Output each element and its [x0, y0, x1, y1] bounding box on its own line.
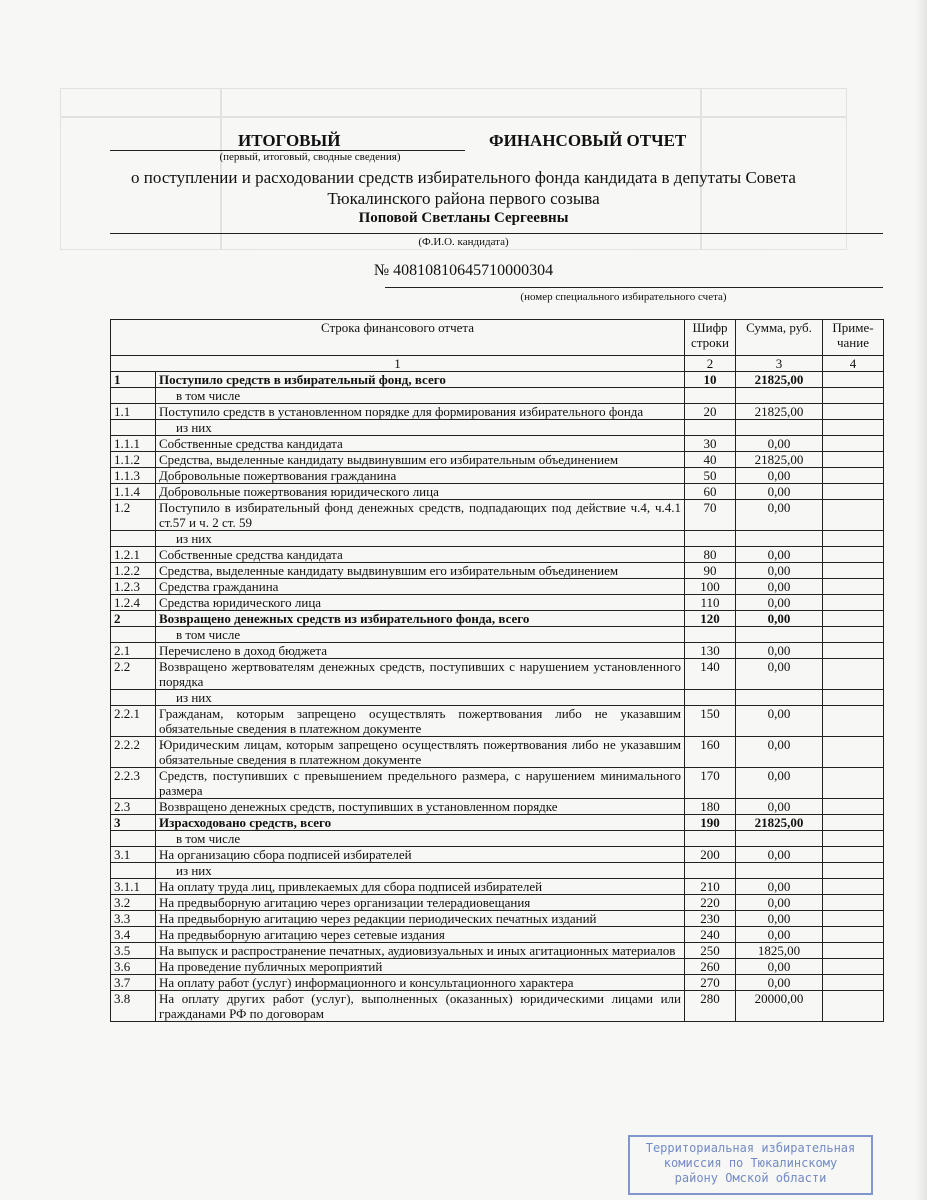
row-number: 3.3 [111, 911, 156, 927]
row-description: Израсходовано средств, всего [156, 815, 685, 831]
row-description: На оплату других работ (услуг), выполненных (оказанных) юридическими лицами или гражданами РФ по договорам [156, 991, 685, 1022]
account-number: № 40810810645710000304 [373, 262, 554, 279]
row-note [823, 436, 884, 452]
row-sum: 0,00 [736, 659, 823, 690]
row-code: 250 [685, 943, 736, 959]
row-note [823, 863, 884, 879]
table-row [111, 847, 884, 863]
col-number-1: 1 [111, 356, 685, 372]
row-number: 2.2 [111, 659, 156, 690]
stamp-line-3: району Омской области [674, 1171, 827, 1185]
row-note [823, 404, 884, 420]
row-description: На оплату труда лиц, привлекаемых для сбора подписей избирателей [156, 879, 685, 895]
row-description: Поступило средств в избирательный фонд, всего [156, 372, 685, 388]
table-row [111, 799, 884, 815]
column-number-row [111, 356, 884, 372]
row-note [823, 737, 884, 768]
row-note [823, 768, 884, 799]
row-description: На организацию сбора подписей избирателей [156, 847, 685, 863]
table-row [111, 737, 884, 768]
row-note [823, 991, 884, 1022]
row-description: Средства, выделенные кандидату выдвинувшим его избирательным объединением [156, 452, 685, 468]
table-row [111, 595, 884, 611]
row-note [823, 627, 884, 643]
row-code: 30 [685, 436, 736, 452]
report-type: ИТОГОВЫЙ [238, 131, 341, 150]
row-note [823, 372, 884, 388]
row-number: 1.1.3 [111, 468, 156, 484]
row-code: 200 [685, 847, 736, 863]
row-description: На проведение публичных мероприятий [156, 959, 685, 975]
row-description: из них [156, 420, 685, 436]
row-number: 2.2.1 [111, 706, 156, 737]
row-sum: 0,00 [736, 500, 823, 531]
row-number: 1.1 [111, 404, 156, 420]
row-sum: 21825,00 [736, 404, 823, 420]
row-sum: 0,00 [736, 895, 823, 911]
account-underline [385, 287, 883, 288]
report-title [0, 131, 927, 151]
row-code: 100 [685, 579, 736, 595]
row-code: 110 [685, 595, 736, 611]
row-code: 160 [685, 737, 736, 768]
row-description: На выпуск и распространение печатных, аудиовизуальных и иных агитационных материалов [156, 943, 685, 959]
table-row [111, 975, 884, 991]
table-row [111, 388, 884, 404]
row-code [685, 531, 736, 547]
row-number: 1 [111, 372, 156, 388]
row-note [823, 531, 884, 547]
row-number: 3.2 [111, 895, 156, 911]
row-number [111, 690, 156, 706]
row-sum: 0,00 [736, 611, 823, 627]
table-row [111, 627, 884, 643]
row-number [111, 831, 156, 847]
row-description: На предвыборную агитацию через сетевые издания [156, 927, 685, 943]
row-description: Средства, выделенные кандидату выдвинувшим его избирательным объединением [156, 563, 685, 579]
candidate-caption: (Ф.И.О. кандидата) [418, 236, 509, 248]
row-sum: 0,00 [736, 959, 823, 975]
row-code: 190 [685, 815, 736, 831]
row-sum: 20000,00 [736, 991, 823, 1022]
row-description: Возвращено денежных средств, поступивших в установленном порядке [156, 799, 685, 815]
row-code [685, 627, 736, 643]
row-description: в том числе [156, 831, 685, 847]
row-number [111, 531, 156, 547]
row-number: 2 [111, 611, 156, 627]
row-description: Гражданам, которым запрещено осуществлять пожертвования либо не указавшим обязательные сведения в платежном документе [156, 706, 685, 737]
row-code: 90 [685, 563, 736, 579]
row-code: 120 [685, 611, 736, 627]
row-sum: 0,00 [736, 436, 823, 452]
report-type-caption: (первый, итоговый, сводные сведения) [219, 151, 401, 163]
row-note [823, 943, 884, 959]
row-note [823, 690, 884, 706]
row-sum: 0,00 [736, 799, 823, 815]
table-row [111, 659, 884, 690]
row-number: 1.2.1 [111, 547, 156, 563]
row-description: из них [156, 531, 685, 547]
row-description: в том числе [156, 627, 685, 643]
header-sum: Сумма, руб. [736, 320, 823, 356]
commission-stamp [628, 1135, 873, 1195]
row-number: 2.3 [111, 799, 156, 815]
row-sum: 0,00 [736, 737, 823, 768]
row-number: 1.1.4 [111, 484, 156, 500]
row-description: Возвращено жертвователям денежных средств, поступивших с нарушением установленного порядка [156, 659, 685, 690]
stamp-line-1: Территориальная избирательная [645, 1141, 856, 1155]
table-row [111, 863, 884, 879]
stamp-line-2: комиссия по Тюкалинскому [663, 1156, 838, 1170]
row-number [111, 627, 156, 643]
row-code: 170 [685, 768, 736, 799]
row-description: Добровольные пожертвования юридического лица [156, 484, 685, 500]
row-code: 260 [685, 959, 736, 975]
row-description: Юридическим лицам, которым запрещено осуществлять пожертвования либо не указавшим обязательные сведения в платежном документе [156, 737, 685, 768]
row-sum: 0,00 [736, 975, 823, 991]
row-sum: 0,00 [736, 643, 823, 659]
row-sum: 0,00 [736, 468, 823, 484]
table-row [111, 815, 884, 831]
financial-report-table [110, 319, 884, 1022]
row-note [823, 959, 884, 975]
row-note [823, 975, 884, 991]
row-number: 1.2.3 [111, 579, 156, 595]
candidate-underline [110, 233, 883, 234]
row-note [823, 911, 884, 927]
row-description: Средства гражданина [156, 579, 685, 595]
table-row [111, 768, 884, 799]
table-row [111, 500, 884, 531]
row-note [823, 547, 884, 563]
row-note [823, 927, 884, 943]
col-number-4: 4 [823, 356, 884, 372]
table-row [111, 643, 884, 659]
table-row [111, 611, 884, 627]
row-number: 1.2.4 [111, 595, 156, 611]
row-description: из них [156, 863, 685, 879]
row-note [823, 595, 884, 611]
row-note [823, 611, 884, 627]
row-description: Поступило в избирательный фонд денежных средств, подпадающих под действие ч.4, ч.4.1 ст.57 и ч. 2 ст. 59 [156, 500, 685, 531]
row-number: 3.1 [111, 847, 156, 863]
row-description: Собственные средства кандидата [156, 547, 685, 563]
header-code: Шифр строки [685, 320, 736, 356]
row-description: в том числе [156, 388, 685, 404]
row-code: 140 [685, 659, 736, 690]
row-note [823, 420, 884, 436]
row-description: На предвыборную агитацию через редакции периодических печатных изданий [156, 911, 685, 927]
row-number: 1.2 [111, 500, 156, 531]
row-description: из них [156, 690, 685, 706]
row-number: 1.1.2 [111, 452, 156, 468]
table-row [111, 943, 884, 959]
table-row [111, 927, 884, 943]
row-note [823, 895, 884, 911]
row-description: На предвыборную агитацию через организации телерадиовещания [156, 895, 685, 911]
row-description: Средства юридического лица [156, 595, 685, 611]
row-sum: 21825,00 [736, 452, 823, 468]
col-number-3: 3 [736, 356, 823, 372]
row-note [823, 831, 884, 847]
row-number: 1.2.2 [111, 563, 156, 579]
table-row [111, 420, 884, 436]
row-note [823, 659, 884, 690]
row-code: 10 [685, 372, 736, 388]
row-code: 150 [685, 706, 736, 737]
row-sum [736, 388, 823, 404]
table-row [111, 879, 884, 895]
row-note [823, 799, 884, 815]
row-sum: 0,00 [736, 595, 823, 611]
row-code: 210 [685, 879, 736, 895]
table-row [111, 706, 884, 737]
table-row [111, 468, 884, 484]
row-code [685, 690, 736, 706]
header-line: Строка финансового отчета [111, 320, 685, 356]
row-note [823, 879, 884, 895]
row-code: 270 [685, 975, 736, 991]
header-note: Приме-чание [823, 320, 884, 356]
row-number: 2.2.3 [111, 768, 156, 799]
row-note [823, 500, 884, 531]
row-note [823, 452, 884, 468]
row-number: 3.6 [111, 959, 156, 975]
row-sum: 0,00 [736, 768, 823, 799]
row-description: Поступило средств в установленном порядке для формирования избирательного фонда [156, 404, 685, 420]
row-sum: 0,00 [736, 579, 823, 595]
row-number: 3.1.1 [111, 879, 156, 895]
row-code [685, 863, 736, 879]
row-sum: 0,00 [736, 706, 823, 737]
row-description: Добровольные пожертвования гражданина [156, 468, 685, 484]
table-header-row [111, 320, 884, 356]
row-note [823, 847, 884, 863]
scan-edge-shadow [915, 0, 927, 1200]
row-description: Собственные средства кандидата [156, 436, 685, 452]
row-number: 2.1 [111, 643, 156, 659]
table-row [111, 404, 884, 420]
row-description: Возвращено денежных средств из избирательного фонда, всего [156, 611, 685, 627]
row-sum: 0,00 [736, 484, 823, 500]
row-code: 220 [685, 895, 736, 911]
row-number: 2.2.2 [111, 737, 156, 768]
row-sum [736, 627, 823, 643]
row-sum [736, 863, 823, 879]
row-note [823, 468, 884, 484]
row-note [823, 643, 884, 659]
row-code: 40 [685, 452, 736, 468]
row-code: 130 [685, 643, 736, 659]
table-row [111, 911, 884, 927]
row-note [823, 706, 884, 737]
row-code [685, 388, 736, 404]
row-description: Средств, поступивших с превышением предельного размера, с нарушением минимального размера [156, 768, 685, 799]
row-number: 3.8 [111, 991, 156, 1022]
row-note [823, 388, 884, 404]
row-number: 3.7 [111, 975, 156, 991]
row-note [823, 484, 884, 500]
table-row [111, 372, 884, 388]
row-code: 20 [685, 404, 736, 420]
table-row [111, 563, 884, 579]
row-number: 3.5 [111, 943, 156, 959]
row-description: На оплату работ (услуг) информационного и консультационного характера [156, 975, 685, 991]
row-code: 60 [685, 484, 736, 500]
table-row [111, 895, 884, 911]
table-row [111, 531, 884, 547]
row-note [823, 579, 884, 595]
row-sum: 0,00 [736, 879, 823, 895]
row-code: 70 [685, 500, 736, 531]
table-row [111, 436, 884, 452]
row-sum [736, 831, 823, 847]
row-sum: 0,00 [736, 563, 823, 579]
row-code: 230 [685, 911, 736, 927]
row-number: 3 [111, 815, 156, 831]
table-row [111, 452, 884, 468]
row-sum: 0,00 [736, 911, 823, 927]
row-sum: 0,00 [736, 927, 823, 943]
table-row [111, 831, 884, 847]
row-number: 3.4 [111, 927, 156, 943]
row-code: 240 [685, 927, 736, 943]
report-title-text: ФИНАНСОВЫЙ ОТЧЕТ [489, 131, 687, 150]
row-sum: 1825,00 [736, 943, 823, 959]
row-number [111, 420, 156, 436]
row-number: 1.1.1 [111, 436, 156, 452]
row-sum: 0,00 [736, 547, 823, 563]
row-sum [736, 420, 823, 436]
subtitle-line-2: Тюкалинского района первого созыва [327, 189, 600, 208]
account-caption: (номер специального избирательного счета) [520, 291, 727, 303]
col-number-2: 2 [685, 356, 736, 372]
row-description: Перечислено в доход бюджета [156, 643, 685, 659]
row-sum: 0,00 [736, 847, 823, 863]
table-row [111, 959, 884, 975]
table-row [111, 690, 884, 706]
row-code [685, 420, 736, 436]
row-code: 280 [685, 991, 736, 1022]
table-row [111, 484, 884, 500]
candidate-name: Поповой Светланы Сергеевны [358, 210, 569, 226]
row-sum: 21825,00 [736, 372, 823, 388]
row-note [823, 815, 884, 831]
row-number [111, 388, 156, 404]
row-sum: 21825,00 [736, 815, 823, 831]
row-code: 50 [685, 468, 736, 484]
row-sum [736, 690, 823, 706]
row-number [111, 863, 156, 879]
table-row [111, 547, 884, 563]
row-code: 180 [685, 799, 736, 815]
row-code: 80 [685, 547, 736, 563]
row-code [685, 831, 736, 847]
table-row [111, 579, 884, 595]
row-note [823, 563, 884, 579]
row-sum [736, 531, 823, 547]
table-row [111, 991, 884, 1022]
subtitle-line-1: о поступлении и расходовании средств избирательного фонда кандидата в депутаты Совета [131, 168, 796, 187]
